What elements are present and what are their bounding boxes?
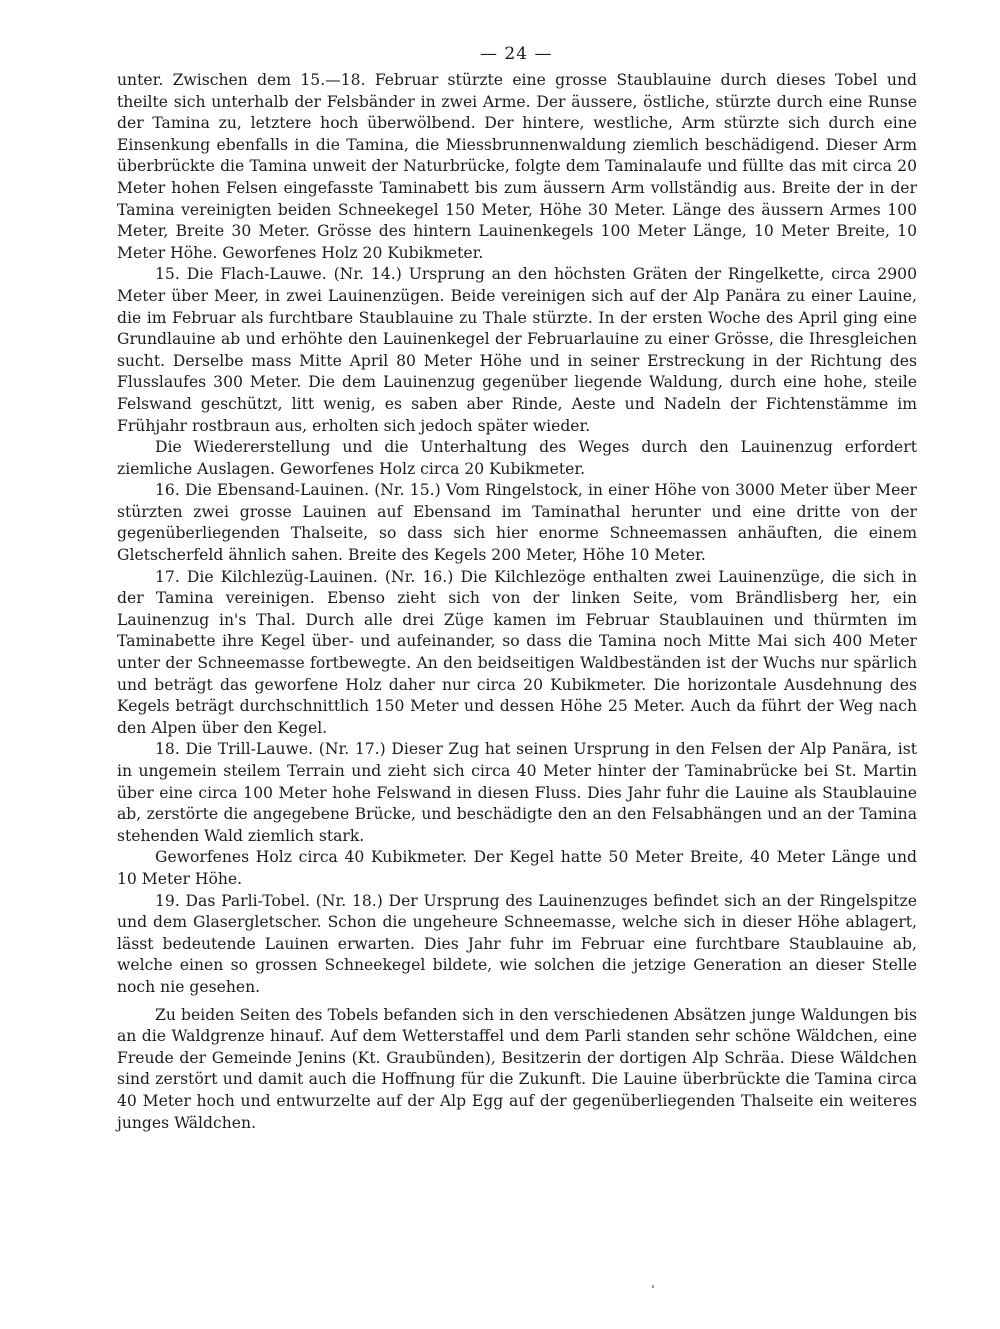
paragraph-continuation: unter. Zwischen dem 15.—18. Februar stürzte eine grosse Staublauine durch dieses Tobel und theilte sich unterhalb der Felsbänder in zwei Arme. Der äussere, östliche, stürzte durch eine Runse der Tamina zu, letztere hoch überwölbend. Der hintere, westliche, Arm stürzte sich durch eine Einsenkung ebenfalls in die Tamina, die Miessbrunnenwaldung ziemlich beschädigend. Dieser Arm überbrückte die Tamina unweit der Naturbrücke, folgte dem Taminalaufe und füllte das mit circa 20 Meter hohen Felsen eingefasste Taminabett bis zum äussern Arm vollständig aus. Breite der in der Tamina vereinigten beiden Schneekegel 150 Meter, Höhe 30 Meter. Länge des äussern Armes 100 Meter, Breite 30 Meter. Grösse des hintern Lauinenkegels 100 Meter Länge, 10 Meter Breite, 10 Meter Höhe. Geworfenes Holz 20 Kubikmeter.	[117, 71, 917, 262]
paragraph-weg-auslagen: Die Wiedererstellung und die Unterhaltung des Weges durch den Lauinenzug erfordert ziemliche Auslagen. Geworfenes Holz circa 20 Kubikmeter.	[117, 438, 917, 478]
paragraph-19-parli-tobel: 19. Das Parli-Tobel. (Nr. 18.) Der Ursprung des Lauinenzuges befindet sich an der Ringelspitze und dem Glasergletscher. Schon die ungeheure Schneemasse, welche sich in dieser Höhe ablagert, lässt bedeutende Lauinen erwarten. Dies Jahr fuhr im Februar eine furchtbare Staublauine ab, welche einen so grossen Schneekegel bildete, wie solchen die jetzige Generation an dieser Stelle noch nie gesehen.	[117, 891, 917, 996]
paragraph-18-trill-lauwe: 18. Die Trill-Lauwe. (Nr. 17.) Dieser Zug hat seinen Ursprung in den Felsen der Alp Panära, ist in ungemein steilem Terrain und zieht sich circa 40 Meter hinter der Taminabrücke bei St. Martin über eine circa 100 Meter hohe Felswand in diesen Fluss. Dies Jahr fuhr die Lauine als Staublauine ab, zerstörte die angegebene Brücke, und beschädigte den an den Felsabhängen und an der Tamina stehenden Wald ziemlich stark.	[117, 740, 917, 845]
paragraph-waeldchen: Zu beiden Seiten des Tobels befanden sich in den verschiedenen Absätzen junge Waldungen bis an die Waldgrenze hinauf. Auf dem Wetterstaffel und dem Parli standen sehr schöne Wäldchen, eine Freude der Gemeinde Jenins (Kt. Graubünden), Besitzerin der dortigen Alp Schräa. Diese Wäldchen sind zerstört und damit auch die Hoffnung für die Zukunft. Die Lauine überbrückte die Tamina circa 40 Meter hoch und entwurzelte auf der Alp Egg auf der gegenüberliegenden Thalseite ein weiteres junges Wäldchen.	[117, 1005, 917, 1132]
paragraph-geworfenes-holz: Geworfenes Holz circa 40 Kubikmeter. Der Kegel hatte 50 Meter Breite, 40 Meter Länge und 10 Meter Höhe.	[117, 848, 917, 888]
body-text	[117, 70, 917, 1134]
paragraph-15-flach-lauwe: 15. Die Flach-Lauwe. (Nr. 14.) Ursprung an den höchsten Gräten der Ringelkette, circa 2900 Meter über Meer, in zwei Lauinenzügen. Beide vereinigen sich auf der Alp Panära zu einer Lauine, die im Februar als furchtbare Staublauine zu Thale stürzte. In der ersten Woche des April ging eine Grundlauine ab und erhöhte den Lauinenkegel der Februarlauine zu einer Grösse, die Ihresgleichen sucht. Derselbe mass Mitte April 80 Meter Höhe und in seiner Erstreckung in der Richtung des Flusslaufes 300 Meter. Die dem Lauinenzug gegenüber liegende Waldung, durch eine hohe, steile Felswand geschützt, litt wenig, es saben aber Rinde, Aeste und Nadeln der Fichtenstämme im Frühjahr rostbraun aus, erholten sich jedoch später wieder.	[117, 265, 917, 435]
paragraph-17-kilchlezueg: 17. Die Kilchlezüg-Lauinen. (Nr. 16.) Die Kilchlezöge enthalten zwei Lauinenzüge, die sich in der Tamina vereinigen. Ebenso zieht sich von der linken Seite, vom Brändlisberg her, ein Lauinenzug in's Thal. Durch alle drei Züge kamen im Februar Staublauinen und thürmten im Taminabette ihre Kegel über- und aufeinander, so dass die Tamina noch Mitte Mai sich 400 Meter unter der Schneemasse fortbewegte. An den beidseitigen Waldbeständen ist der Wuchs nur spärlich und beträgt das geworfene Holz daher nur circa 20 Kubikmeter. Die horizontale Ausdehnung des Kegels beträgt durchschnittlich 150 Meter und dessen Höhe 25 Meter. Auch da führt der Weg nach den Alpen über den Kegel.	[117, 567, 917, 737]
paragraph-16-ebensand: 16. Die Ebensand-Lauinen. (Nr. 15.) Vom Ringelstock, in einer Höhe von 3000 Meter über Meer stürzten zwei grosse Lauinen auf Ebensand im Taminathal herunter und eine dritte von der gegenüberliegenden Thalseite, so dass sich hier enorme Schneemassen anhäuften, die einem Gletscherfeld ähnlich sahen. Breite des Kegels 200 Meter, Höhe 10 Meter.	[117, 481, 917, 565]
page-number: — 24 —	[480, 44, 553, 64]
scan-speck	[652, 1285, 654, 1288]
